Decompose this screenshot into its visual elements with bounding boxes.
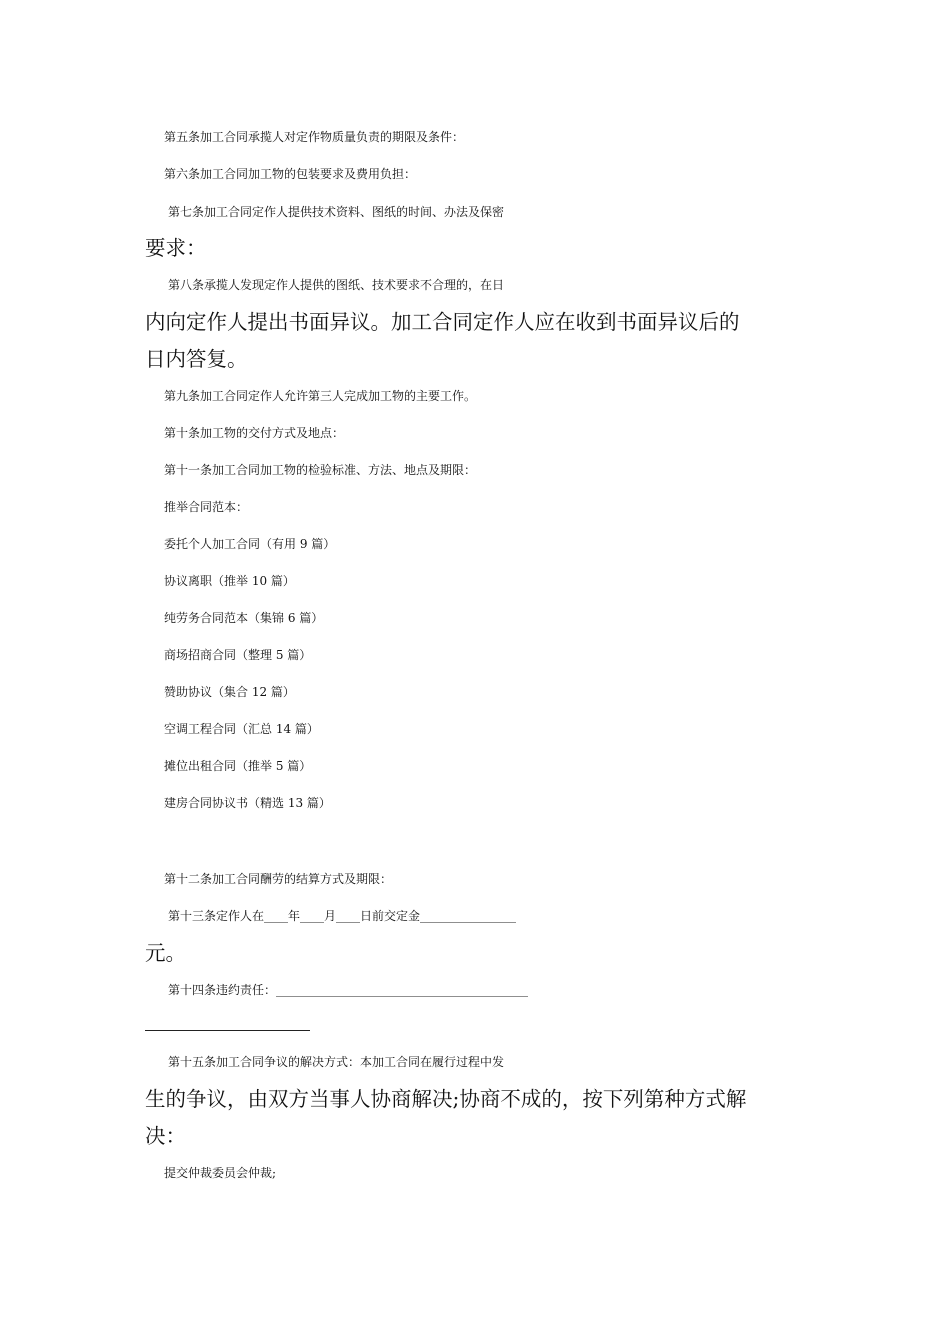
- clause-15-line-2: 生的争议，由双方当事人协商解决;协商不成的，按下列第种方式解: [145, 1087, 747, 1111]
- recommend-link[interactable]: 赞助协议（集合 12 篇）: [164, 685, 295, 699]
- clause-13-line-1: 第十三条定作人在____年____月____日前交定金________________: [168, 909, 517, 923]
- recommend-title: 推举合同范本：: [164, 500, 249, 514]
- clause-15-line-3: 决：: [145, 1124, 186, 1148]
- clause-14-blank-line: [145, 1030, 310, 1031]
- clause-5: 第五条加工合同承揽人对定作物质量负责的期限及条件：: [164, 130, 465, 144]
- clause-8-line-3: 日内答复。: [145, 347, 248, 371]
- recommend-link[interactable]: 空调工程合同（汇总 14 篇）: [164, 722, 319, 736]
- recommend-link[interactable]: 摊位出租合同（推举 5 篇）: [164, 759, 312, 773]
- recommend-link[interactable]: 委托个人加工合同（有用 9 篇）: [164, 537, 336, 551]
- clause-13-line-2: 元。: [145, 941, 186, 965]
- clause-7-line-1: 第七条加工合同定作人提供技术资料、图纸的时间、办法及保密: [168, 205, 505, 219]
- recommend-link[interactable]: 协议离职（推举 10 篇）: [164, 574, 295, 588]
- clause-14-line-1: 第十四条违约责任：__________________________________________: [168, 983, 529, 997]
- recommend-link[interactable]: 商场招商合同（整理 5 篇）: [164, 648, 312, 662]
- clause-8-line-1: 第八条承揽人发现定作人提供的图纸、技术要求不合理的，在日: [168, 278, 505, 292]
- clause-6: 第六条加工合同加工物的包装要求及费用负担：: [164, 167, 417, 181]
- clause-11: 第十一条加工合同加工物的检验标准、方法、地点及期限：: [164, 463, 477, 477]
- clause-15-line-1: 第十五条加工合同争议的解决方式：本加工合同在履行过程中发: [168, 1055, 505, 1069]
- clause-10: 第十条加工物的交付方式及地点：: [164, 426, 345, 440]
- clause-8-line-2: 内向定作人提出书面异议。加工合同定作人应在收到书面异议后的: [145, 310, 740, 334]
- recommend-link[interactable]: 纯劳务合同范本（集锦 6 篇）: [164, 611, 324, 625]
- clause-9: 第九条加工合同定作人允许第三人完成加工物的主要工作。: [164, 389, 477, 403]
- clause-12: 第十二条加工合同酬劳的结算方式及期限：: [164, 872, 393, 886]
- recommend-link[interactable]: 建房合同协议书（精选 13 篇）: [164, 796, 331, 810]
- arbitration-option: 提交仲裁委员会仲裁;: [164, 1166, 277, 1180]
- clause-7-line-2: 要求：: [145, 236, 207, 260]
